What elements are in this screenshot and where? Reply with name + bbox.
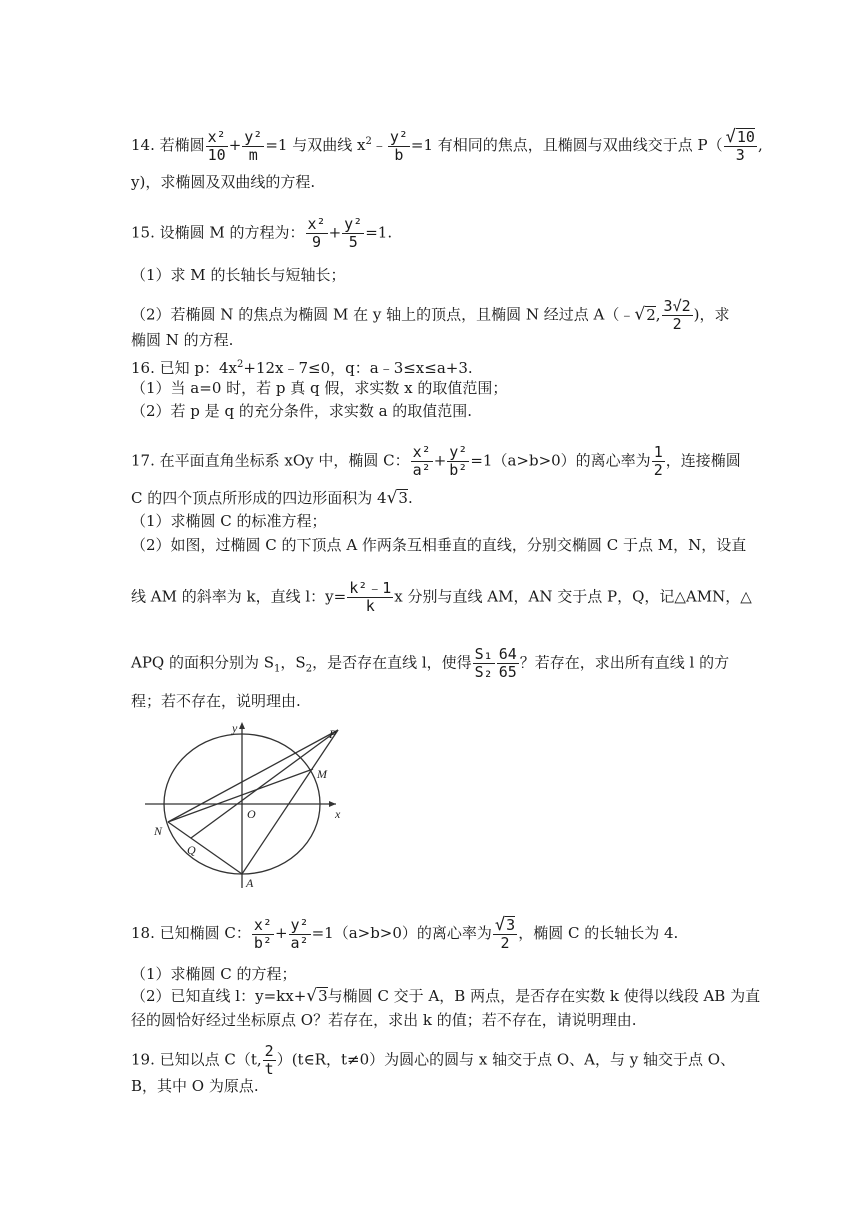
frac-y2-5: $\frac{\text{y²}}{5}$ [344,215,363,251]
frac-y2-b: $\frac{\text{y²}}{b}$ [389,127,408,164]
p17-line7: 程；若不存在，说明理由. [131,692,301,710]
p17-sub1: （1）求椭圆 C 的标准方程； [131,512,327,530]
line-QP [191,730,338,838]
frac-1-2: $\frac{1}{2}$ [653,443,663,479]
label-x: x [335,807,341,821]
p17-line5: 线 AM 的斜率为 k，直线 l：y= $\frac{\text{k²﹣1}}{k}$ x 分别与直线 AM，AN 交于点 P，Q，记△AMN，△ [131,579,752,615]
label-y: y [232,721,238,735]
frac-sqrt3-2: $\frac{√3}{2}$ [494,915,516,952]
label-O: O [247,807,256,821]
p16-line1: 16. 已知 p：$4x^2+12x﹣7\le 0$，q：a﹣3≤x≤a+3. [131,359,473,377]
p18-sub2-line2: 径的圆恰好经过坐标原点 O？若存在，求出 k 的值；若不存在，请说明理由. [131,1011,637,1029]
p18-line1: 18. 已知椭圆 C： $\frac{\text{x²}}{\text{b²}}$ + $\frac{\text{y²}}{\text{a²}}$ =1（a>b>0）的离心率为 $\frac{√3}{2}$ ，椭圆 C 的长轴长为 4. [131,915,679,952]
frac-x2-b2: $\frac{\text{x²}}{\text{b²}}$ [253,915,272,952]
p17-line2: C 的四个顶点所形成的四边形面积为 4√3. [131,488,413,508]
frac-2-t: $\frac{2}{t}$ [264,1042,274,1078]
p16-sub2: （2）若 p 是 q 的充分条件，求实数 a 的取值范围. [131,402,473,420]
p19-line1: 19. 已知以点 C（t, $\frac{2}{t}$ ）(t∈R，t≠0）为圆心的圆与 x 轴交于点 O、A，与 y 轴交于点 O、 [131,1042,736,1078]
p15-sub1: （1）求 M 的长轴长与短轴长； [131,266,346,284]
frac-x2-a2: $\frac{\text{x²}}{\text{a²}}$ [412,443,431,479]
label-P: P [329,727,337,741]
p15-sub2: （2）若椭圆 N 的焦点为椭圆 M 在 y 轴上的顶点，且椭圆 N 经过点 A（﹣√2, $\frac{3√2}{2}$ )，求 [131,297,730,333]
label-M: M [317,767,327,781]
frac-sqrt10-3: $\frac{√10}{3}$ [725,127,755,164]
p15-line1: 15. 设椭圆 M 的方程为： $\frac{\text{x²}}{9}$ + $\frac{\text{y²}}{5}$ =1. [131,215,393,251]
p17-line6: APQ 的面积分别为 $S_1$，$S_2$，是否存在直线 l，使得 $\frac{\text{S₁}}{\text{S₂}}$ $\frac{64}{65}$ ？若存在，求出所有直线 l 的方 [131,645,730,681]
p18-sub1: （1）求椭圆 C 的方程； [131,965,297,983]
p19-line2: B，其中 O 为原点. [131,1077,259,1095]
frac-y2-b2: $\frac{\text{y²}}{\text{b²}}$ [449,443,468,479]
line-NM [168,769,313,822]
frac-x2-10: $\frac{\text{x²}}{10}$ [207,127,226,164]
y-axis-arrow [239,722,245,729]
frac-k2minus1-k: $\frac{\text{k²﹣1}}{k}$ [349,579,392,615]
frac-y2-m: $\frac{\text{y²}}{m}$ [244,127,263,164]
frac-y2-a2: $\frac{\text{y²}}{\text{a²}}$ [290,915,309,952]
p17-line1: 17. 在平面直角坐标系 xOy 中，椭圆 C： $\frac{\text{x²}}{\text{a²}}$ + $\frac{\text{y²}}{\text{b²}}$ =1（a>b>0）的离心率为 $\frac{1}{2}$ ，连接椭圆 [131,443,741,479]
label-A: A [246,876,254,890]
p18-sub2: （2）已知直线 l：y=kx+√3与椭圆 C 交于 A，B 两点，是否存在实数 k 使得以线段 AB 为直 [131,986,761,1006]
frac-s1-s2: $\frac{\text{S₁}}{\text{S₂}}$ [474,645,493,681]
p17-sub2: （2）如图，过椭圆 C 的下顶点 A 作两条互相垂直的直线，分别交椭圆 C 于点 M，N，设直 [131,536,747,554]
frac-64-65: $\frac{64}{65}$ [498,645,517,681]
p14-line2: y)，求椭圆及双曲线的方程. [131,173,316,191]
frac-3sqrt2-2: $\frac{3√2}{2}$ [663,297,691,333]
label-Q: Q [187,843,196,857]
label-N: N [154,824,163,838]
p16-sub1: （1）当 a=0 时，若 p 真 q 假，求实数 x 的取值范围； [131,379,508,397]
p15-sub2-line2: 椭圆 N 的方程. [131,331,234,349]
frac-x2-9: $\frac{\text{x²}}{9}$ [307,215,326,251]
p14-line1: 14. 若椭圆 $\frac{\text{x²}}{10}$ + $\frac{\text{y²}}{m}$ =1 与双曲线 $x^2﹣$ $\frac{\text{y²}}{b}$ =1 有相同的焦点，且椭圆与双曲线交于点 P（ $\frac{√10}{3}$ , [131,127,763,164]
ellipse-figure [131,718,353,890]
line-AP [242,730,338,874]
